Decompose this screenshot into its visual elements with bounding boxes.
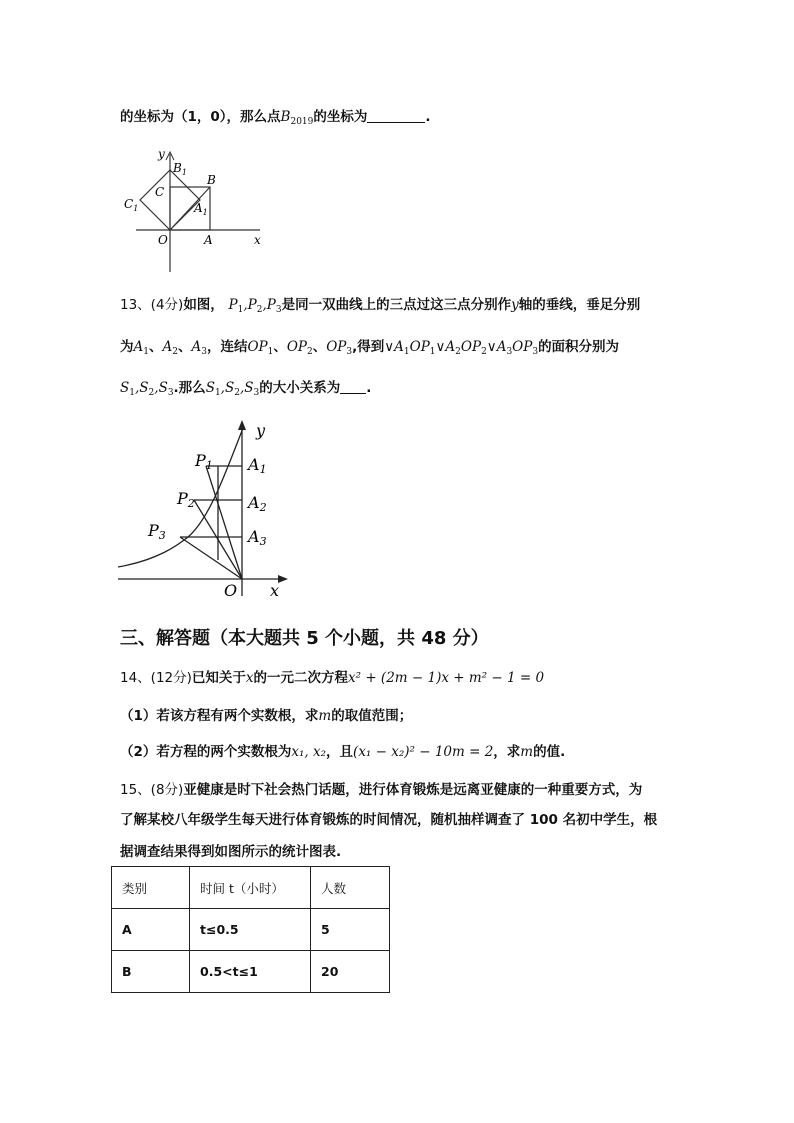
q15-line-2: 了解某校八年级学生每天进行体育锻炼的时间情况，随机抽样调查了 100 名初中学生，根 [120, 812, 658, 828]
hyperbola-figure [118, 420, 298, 605]
table-row: B 0.5<t≤1 20 [112, 951, 390, 993]
fig1-b-label: B [207, 173, 216, 187]
fig2-p2-label: P2 [177, 489, 195, 510]
fig1-x-label: x [254, 233, 261, 247]
q15-line-1: 15、(8分)亚健康是时下社会热门话题，进行体育锻炼是远离亚健康的一种重要方式，为 [120, 782, 643, 798]
statistics-table [111, 866, 390, 993]
q13-line-2: 为$A_1$、$A_2$、$A_3$，连结$OP_1$、$OP_2$、$OP_3$,得到$\vee A_1OP_1\vee A_2OP_2\vee A_3OP_3$的面积分别为 [120, 339, 620, 357]
q15-line-3: 据调查结果得到如图所示的统计图表. [120, 844, 342, 860]
table-header-row [112, 867, 390, 909]
fig2-a2-label: A2 [248, 493, 267, 514]
fig2-y-label: y [256, 421, 266, 440]
fig1-c1-label: $C_1$ [124, 197, 139, 213]
fig2-p1-label: P1 [195, 451, 213, 472]
header-category: 类别 [112, 867, 190, 909]
fig2-o-label: O [224, 581, 238, 600]
answer-blank [367, 108, 425, 123]
fig1-y-label: y [158, 147, 165, 161]
q13-line-3: $S_1,S_2,S_3$.那么$S_1,S_2,S_3$的大小关系为 . [120, 380, 372, 398]
header-count: 人数 [311, 867, 390, 909]
fig2-x-label: x [270, 581, 280, 600]
q14-part-2: （2）若方程的两个实数根为x₁, x₂，且(x₁ − x₂)² − 10m = 2，求m的值. [120, 744, 566, 760]
fig1-o-label: O [158, 233, 168, 247]
fig2-p3-label: P3 [148, 521, 166, 542]
q13-line-1: 13、(4分)如图， $P_1,P_2,P_3$是同一双曲线上的三点过这三点分别作y轴的垂线，垂足分别 [120, 297, 641, 315]
q14-part-1: （1）若该方程有两个实数根，求m的取值范围； [120, 708, 413, 724]
fig1-a1-label: $A_1$ [194, 201, 208, 217]
fig2-a3-label: A3 [248, 527, 267, 548]
fig1-a-label: A [204, 233, 213, 247]
square-rotation-figure [118, 140, 268, 280]
header-time: 时间 t（小时） [190, 867, 311, 909]
table-row: A t≤0.5 5 [112, 909, 390, 951]
fig1-b1-label: $B_1$ [173, 161, 187, 177]
q12-line: 的坐标为（1，0），那么点$B_{2019}$的坐标为 . [120, 109, 431, 127]
fig1-c-label: C [155, 185, 165, 199]
section-heading: 三、解答题（本大题共 5 个小题，共 48 分） [120, 628, 489, 649]
point-b2019: $B_{2019}$ [280, 109, 314, 127]
answer-blank [340, 379, 366, 394]
quadratic-equation: x² + (2m − 1)x + m² − 1 = 0 [348, 670, 545, 686]
q14-stem: 14、(12分)已知关于x的一元二次方程x² + (2m − 1)x + m² − 1 = 0 [120, 670, 545, 686]
fig2-a1-label: A1 [248, 455, 267, 476]
